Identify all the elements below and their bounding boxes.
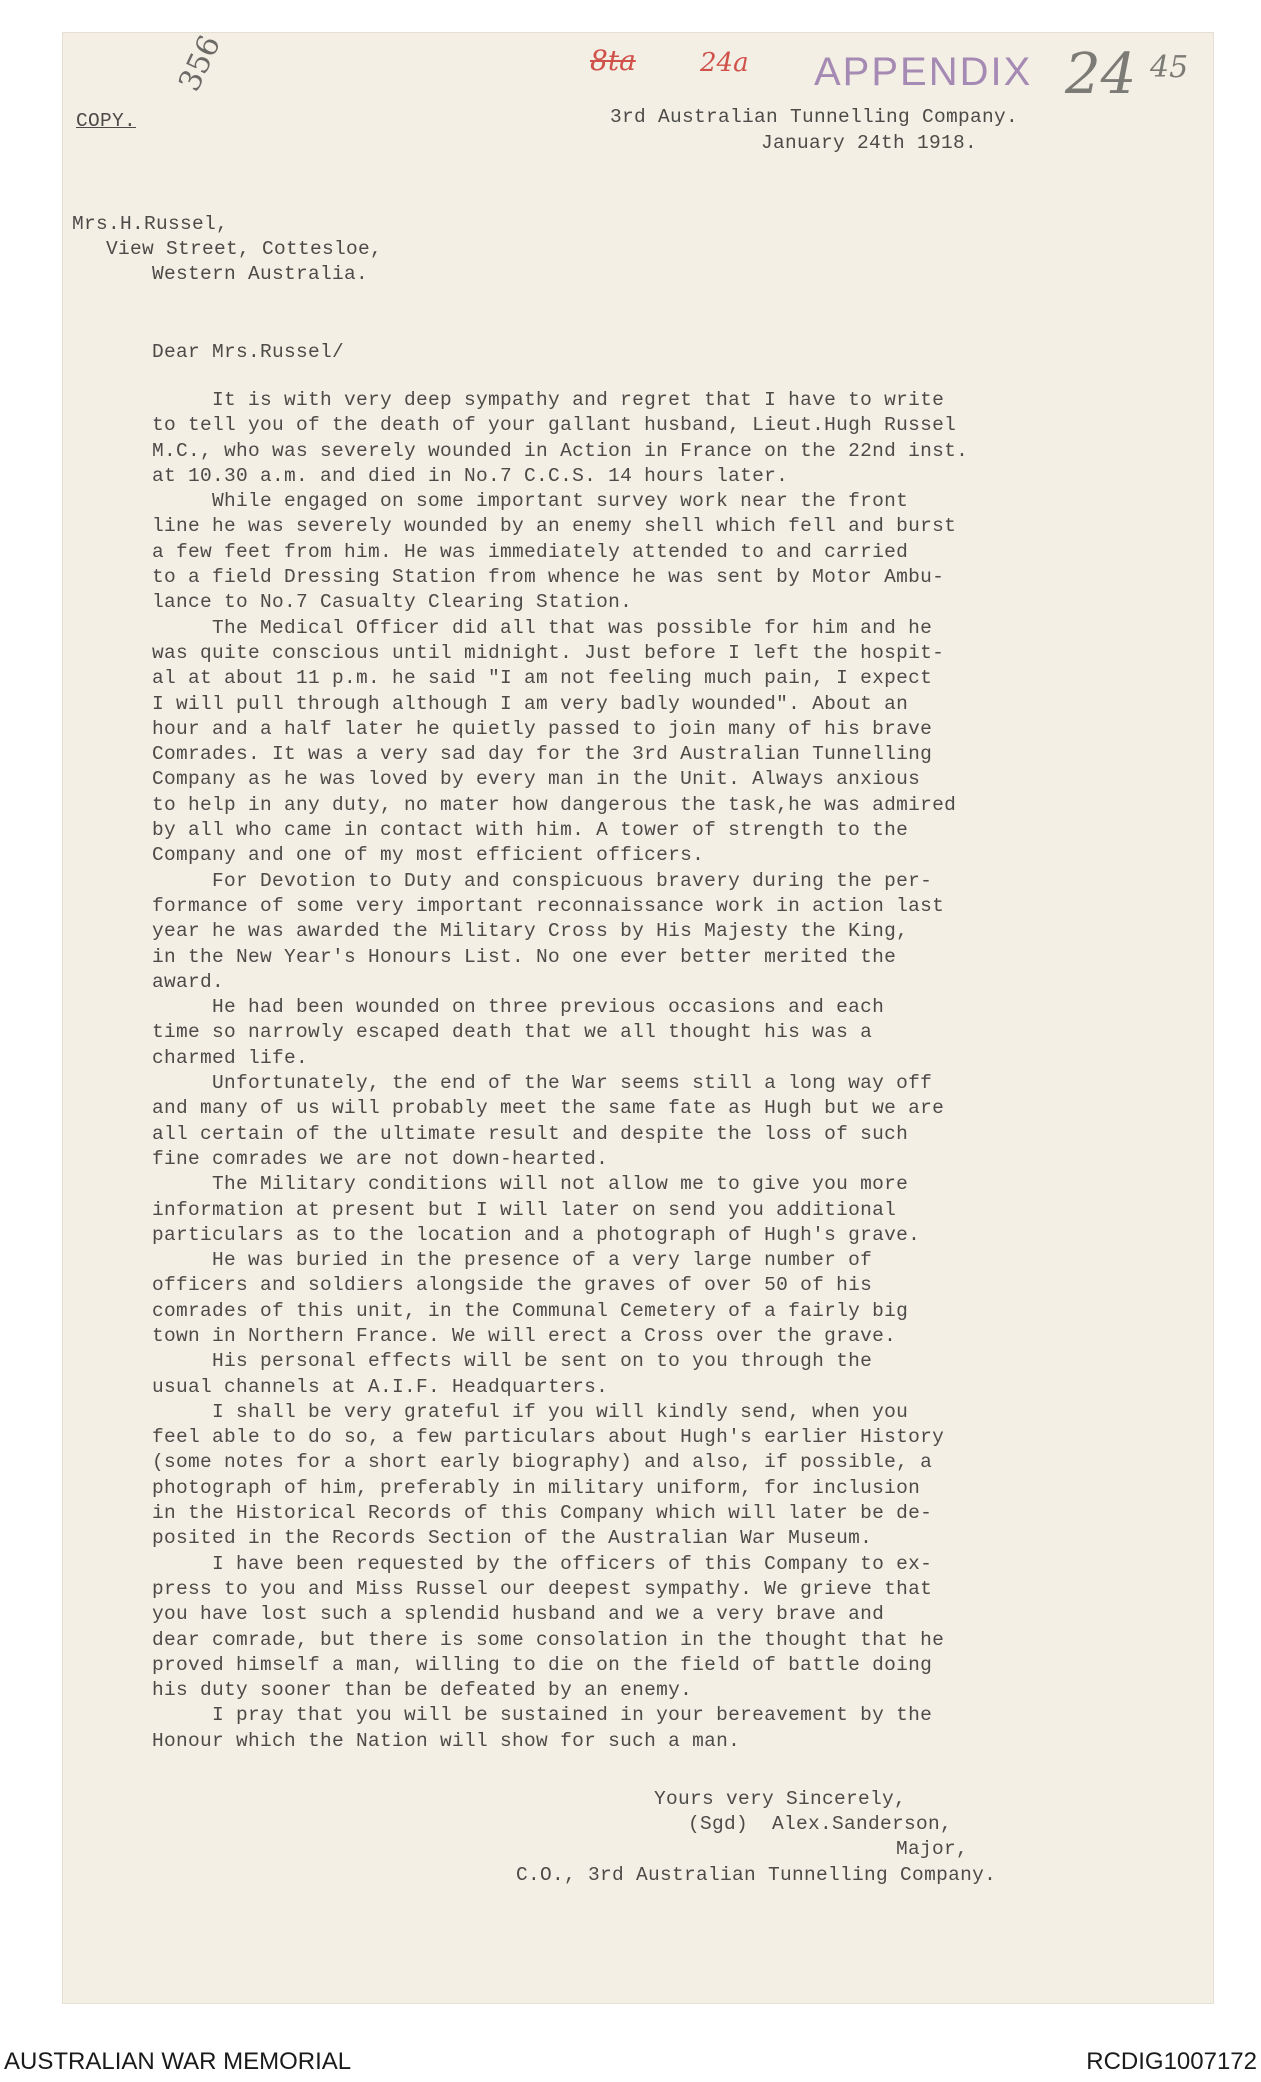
recipient-name: Mrs.H.Russel, — [72, 213, 229, 235]
body-line: While engaged on some important survey work near the front — [152, 490, 909, 513]
body-line: Company as he was loved by every man in the Unit. Always anxious — [152, 768, 921, 791]
body-line: photograph of him, preferably in military uniform, for inclusion — [152, 1476, 921, 1499]
body-line: I have been requested by the officers of this Company to ex- — [152, 1552, 933, 1575]
red-number-annotation: 24a — [700, 48, 749, 78]
letter-date: January 24th 1918. — [761, 132, 978, 154]
body-line: dear comrade, but there is some consolation in the thought that he — [152, 1628, 945, 1651]
body-line: time so narrowly escaped death that we all thought his was a — [152, 1021, 873, 1044]
body-line: al at about 11 p.m. he said "I am not feeling much pain, I expect — [152, 667, 933, 690]
valediction: Yours very Sincerely, — [654, 1788, 907, 1810]
body-line: town in Northern France. We will erect a Cross over the grave. — [152, 1324, 897, 1347]
body-line: at 10.30 a.m. and died in No.7 C.C.S. 14 hours later. — [152, 464, 789, 487]
sender-unit: 3rd Australian Tunnelling Company. — [610, 106, 1019, 128]
body-line: His personal effects will be sent on to you through the — [152, 1350, 873, 1373]
handwritten-appendix-number: 24 — [1065, 42, 1137, 107]
body-line: proved himself a man, willing to die on the field of battle doing — [152, 1653, 933, 1676]
red-struck-annotation: 8ta — [590, 44, 636, 77]
body-line: M.C., who was severely wounded in Action in France on the 22nd inst. — [152, 439, 969, 462]
body-line: Comrades. It was a very sad day for the 3rd Australian Tunnelling — [152, 743, 933, 766]
recipient-state: Western Australia. — [152, 263, 369, 285]
body-line: a few feet from him. He was immediately attended to and carried — [152, 540, 909, 563]
body-line: award. — [152, 970, 225, 993]
body-line: line he was severely wounded by an enemy shell which fell and burst — [152, 515, 957, 538]
body-line: his duty sooner than be defeated by an enemy. — [152, 1679, 693, 1702]
letter-body — [152, 388, 968, 1754]
body-line: formance of some very important reconnaissance work in action last — [152, 894, 945, 917]
body-line: charmed life. — [152, 1046, 309, 1069]
body-line: and many of us will probably meet the same fate as Hugh but we are — [152, 1097, 945, 1120]
body-line: Company and one of my most efficient officers. — [152, 844, 705, 867]
signatory-title: C.O., 3rd Australian Tunnelling Company. — [516, 1864, 997, 1886]
body-line: press to you and Miss Russel our deepest sympathy. We grieve that — [152, 1577, 933, 1600]
body-line: posited in the Records Section of the Australian War Museum. — [152, 1527, 873, 1550]
signatory-rank: Major, — [896, 1838, 969, 1860]
copy-label: COPY. — [76, 110, 137, 132]
body-line: to tell you of the death of your gallant husband, Lieut.Hugh Russel — [152, 414, 957, 437]
body-line: officers and soldiers alongside the graves of over 50 of his — [152, 1274, 873, 1297]
body-line: year he was awarded the Military Cross by His Majesty the King, — [152, 920, 909, 943]
handwritten-page-number: 356 — [172, 30, 228, 97]
body-line: fine comrades we are not down-hearted. — [152, 1147, 609, 1170]
body-line: all certain of the ultimate result and despite the loss of such — [152, 1122, 909, 1145]
body-line: in the New Year's Honours List. No one ever better merited the — [152, 945, 897, 968]
body-line: I pray that you will be sustained in your bereavement by the — [152, 1704, 933, 1727]
body-line: He had been wounded on three previous occasions and each — [152, 996, 885, 1019]
body-line: by all who came in contact with him. A tower of strength to the — [152, 819, 909, 842]
body-line: The Medical Officer did all that was possible for him and he — [152, 616, 933, 639]
body-line: comrades of this unit, in the Communal Cemetery of a fairly big — [152, 1299, 909, 1322]
body-line: I shall be very grateful if you will kindly send, when you — [152, 1400, 909, 1423]
body-line: The Military conditions will not allow me to give you more — [152, 1173, 909, 1196]
body-line: to help in any duty, no mater how dangerous the task,he was admired — [152, 793, 957, 816]
body-line: Honour which the Nation will show for such a man. — [152, 1729, 741, 1752]
body-line: hour and a half later he quietly passed to join many of his brave — [152, 717, 933, 740]
handwritten-appendix-suffix: 45 — [1150, 50, 1189, 85]
body-line: information at present but I will later on send you additional — [152, 1198, 897, 1221]
footer-record-id: RCDIG1007172 — [1086, 2048, 1257, 2075]
body-line: I will pull through although I am very badly wounded". About an — [152, 692, 909, 715]
body-line: He was buried in the presence of a very large number of — [152, 1249, 873, 1272]
body-line: usual channels at A.I.F. Headquarters. — [152, 1375, 609, 1398]
body-line: in the Historical Records of this Company which will later be de- — [152, 1502, 933, 1525]
salutation: Dear Mrs.Russel/ — [152, 341, 345, 363]
body-line: you have lost such a splendid husband and we a very brave and — [152, 1603, 885, 1626]
body-line: lance to No.7 Casualty Clearing Station. — [152, 591, 633, 614]
footer-institution: AUSTRALIAN WAR MEMORIAL — [4, 2048, 352, 2075]
signatory-name: (Sgd) Alex.Sanderson, — [688, 1813, 953, 1835]
body-line: to a field Dressing Station from whence he was sent by Motor Ambu- — [152, 566, 945, 589]
body-line: feel able to do so, a few particulars about Hugh's earlier History — [152, 1426, 945, 1449]
body-line: Unfortunately, the end of the War seems still a long way off — [152, 1072, 933, 1095]
body-line: was quite conscious until midnight. Just before I left the hospit- — [152, 641, 945, 664]
body-line: (some notes for a short early biography) and also, if possible, a — [152, 1451, 933, 1474]
body-line: It is with very deep sympathy and regret that I have to write — [152, 389, 945, 411]
sender-block — [0, 106, 1261, 172]
body-line: For Devotion to Duty and conspicuous bravery during the per- — [152, 869, 933, 892]
body-line: particulars as to the location and a photograph of Hugh's grave. — [152, 1223, 921, 1246]
appendix-stamp: APPENDIX — [814, 50, 1033, 94]
recipient-street: View Street, Cottesloe, — [106, 238, 383, 260]
